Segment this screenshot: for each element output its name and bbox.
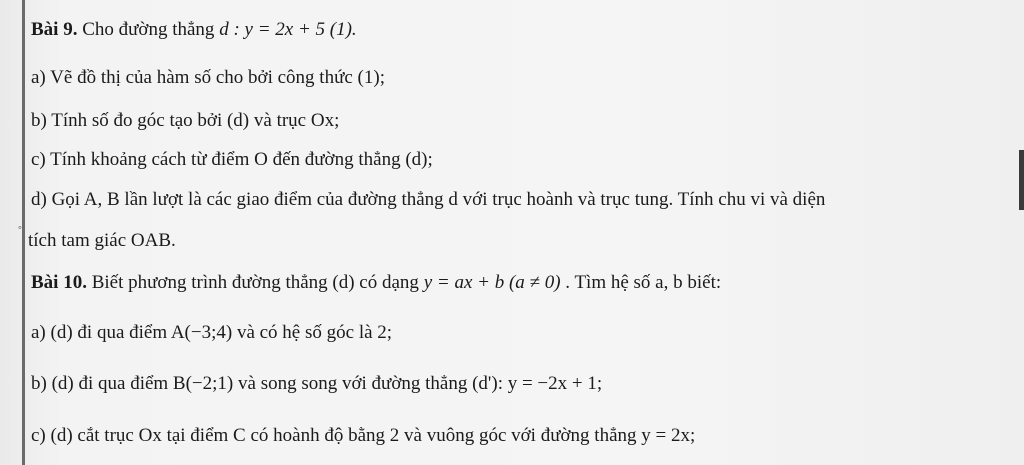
- bai10-intro: Biết phương trình đường thẳng (d) có dạng: [91, 272, 419, 293]
- bai9-equation: d : y = 2x + 5 (1).: [219, 19, 357, 40]
- bai9-part-d-line2: tích tam giác OAB.: [28, 230, 176, 251]
- bai10-part-c: c) (d) cắt trục Ox tại điểm C có hoành độ bằng 2 và vuông góc với đường thẳng y = 2x;: [31, 425, 696, 446]
- bai9-part-d-line1: d) Gọi A, B lần lượt là các giao điểm của đường thẳng d với trục hoành và trục tung. Tính chu vi và diện: [31, 189, 826, 210]
- bai10-part-a: a) (d) đi qua điểm A(−3;4) và có hệ số góc là 2;: [31, 322, 393, 343]
- bai10-equation: y = ax + b (a ≠ 0): [423, 272, 561, 293]
- bai10-part-b: b) (d) đi qua điểm B(−2;1) và song song với đường thẳng (d'): y = −2x + 1;: [31, 373, 603, 394]
- left-border-line: [22, 0, 25, 465]
- bai9-label: Bài 9.: [31, 19, 78, 40]
- bai10-heading: [31, 271, 721, 295]
- bai10-label: Bài 10.: [31, 272, 87, 293]
- bai10-tail: . Tìm hệ số a, b biết:: [565, 272, 722, 293]
- bai9-heading: [31, 18, 357, 42]
- bai9-part-c: c) Tính khoảng cách từ điểm O đến đường thẳng (d);: [31, 149, 433, 170]
- bai9-part-a: a) Vẽ đồ thị của hàm số cho bởi công thức (1);: [31, 67, 385, 88]
- right-edge-shadow: [1019, 150, 1024, 210]
- margin-mark-icon: ◦: [18, 222, 22, 234]
- bai9-part-b: b) Tính số đo góc tạo bởi (d) và trục Ox;: [31, 110, 340, 131]
- bai9-intro: Cho đường thẳng: [82, 19, 215, 40]
